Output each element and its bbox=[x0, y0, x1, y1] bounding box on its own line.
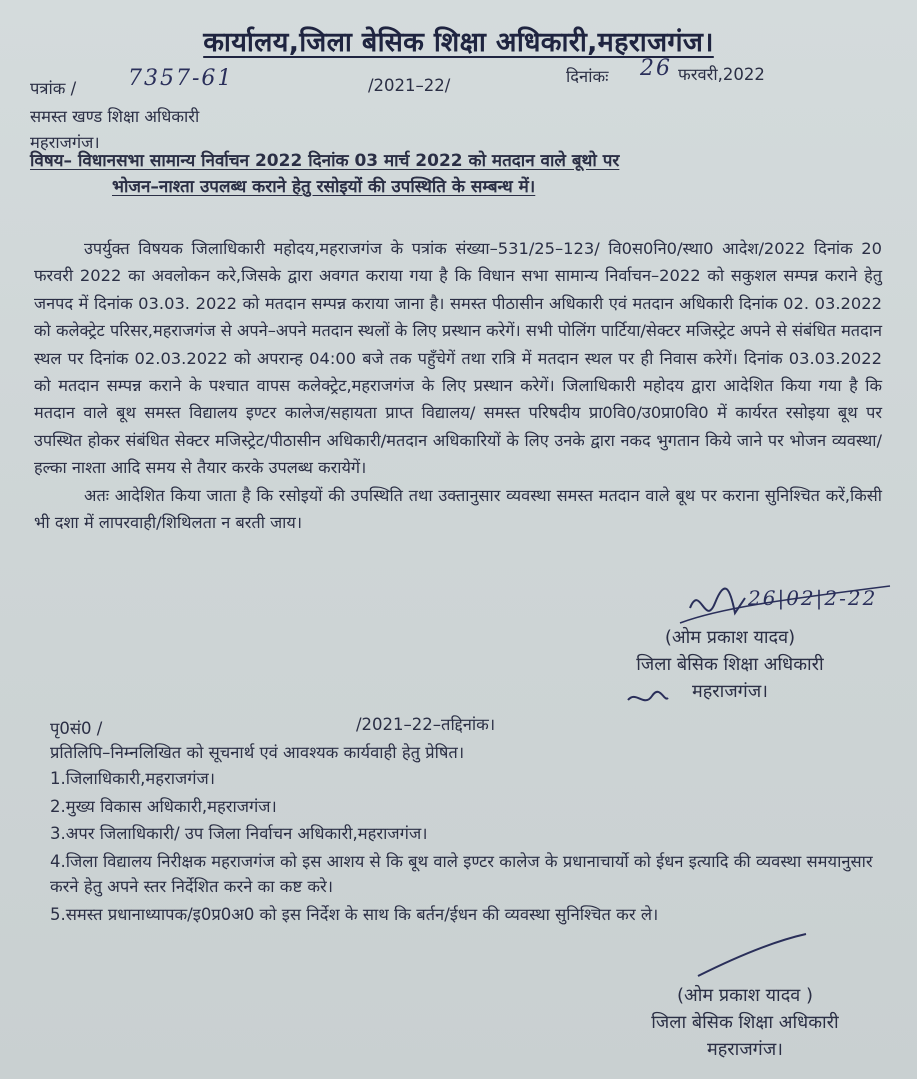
body-text bbox=[34, 235, 882, 536]
ref-number-handwritten: 7357-61 bbox=[128, 66, 234, 91]
footer-signatory-place: महराजगंज। bbox=[706, 1039, 783, 1060]
copy-list-item: 4.जिला विद्यालय निरीक्षक महराजगंज को इस आशय से कि बूथ वाले इण्टर कालेज के प्रधानाचार्यो को ईधन इत्यादि की व्यवस्था समयानुसार करने हेतु अपने स्तर निर्देशित करने का कष्ट करे। bbox=[50, 851, 873, 896]
addressee-line2: महराजगंज। bbox=[30, 133, 100, 152]
date-rest: फरवरी,2022 bbox=[678, 65, 765, 84]
office-title: कार्यालय,जिला बेसिक शिक्षा अधिकारी,महराजगंज। bbox=[203, 27, 714, 58]
copy-list-item: 5.समस्त प्रधानाध्यापक/इ0प्र0अ0 को इस निर्देश के साथ कि बर्तन/ईधन की व्यवस्था सुनिश्चित कर ले। bbox=[50, 904, 659, 924]
footer-signature-scribble bbox=[690, 930, 810, 980]
sign-date-handwritten: 26|02|2-22 bbox=[748, 586, 878, 610]
subject-line1: विषय– विधानसभा सामान्य निर्वाचन 2022 दिनांक 03 मार्च 2022 को मतदान वाले बूथो पर bbox=[30, 151, 620, 171]
copy-ref-label: पृ0सं0 / bbox=[50, 719, 103, 738]
footer-signatory-title: जिला बेसिक शिक्षा अधिकारी bbox=[651, 1012, 839, 1033]
body-paragraph-2: अतः आदेशित किया जाता है कि रसोइयों की उपस्थिति तथा उक्तानुसार व्यवस्था समस्त मतदान वाले बूथ पर कराना सुनिश्चित करें,किसी भी दशा में लापरवाही/शिथिलता न बरती जाय। bbox=[34, 485, 882, 533]
footer-signatory-block bbox=[610, 982, 880, 1063]
copy-list-item: 3.अपर जिलाधिकारी/ उप जिला निर्वाचन अधिकारी,महराजगंज। bbox=[50, 824, 428, 843]
ref-year: /2021–22/ bbox=[368, 76, 451, 95]
footer-signatory-name: (ओम प्रकाश यादव ) bbox=[676, 985, 814, 1006]
body-paragraph-1: उपर्युक्त विषयक जिलाधिकारी महोदय,महराजगंज के पत्रांक संख्या–531/25–123/ वि0स0नि0/स्था0 आदेश/2022 दिनांक 20 फरवरी 2022 का अवलोकन करे,जिसके द्वारा अवगत कराया गया है कि विधान सभा सामान्य निर्वाचन–2022 को सकुशल सम्पन्न कराने हेतु जनपद में दिनांक 03.03. 2022 को मतदान सम्पन्न कराया जाना है। समस्त पीठासीन अधिकारी एवं मतदान अधिकारी दिनांक 02. 03.2022 को कलेक्ट्रेट परिसर,महराजगंज से अपने–अपने मतदान स्थलों के लिए प्रस्थान करेगें। सभी पोलिंग पार्टिया/सेक्टर मजिस्ट्रेट अपने से संबंधित मतदान स्थल पर दिनांक 02.03.2022 को अपरान्ह 04:00 बजे तक पहुँचेगें तथा रात्रि में मतदान स्थल पर ही निवास करेगें। दिनांक 03.03.2022 को मतदान सम्पन्न कराने के पश्चात वापस कलेक्ट्रेट,महराजगंज के लिए प्रस्थान करेगें। जिलाधिकारी महोदय द्वारा आदेशित किया गया है कि मतदान वाले बूथ समस्त विद्यालय इण्टर कालेज/सहायता प्राप्त विद्यालय/ समस्त परिषदीय प्रा0वि0/उ0प्रा0वि0 में कार्यरत रसोइया बूथ पर उपस्थित होकर संबंधित सेक्टर मजिस्ट्रेट/पीठासीन अधिकारी/मतदान अधिकारियों के लिए उनके द्वारा नकद भुगतान किये जाने पर भोजन व्यवस्था/हल्का नाश्ता आदि समय से तैयार करके उपलब्ध करायेगें। bbox=[34, 239, 882, 478]
copy-list-item: 1.जिलाधिकारी,महराजगंज। bbox=[50, 769, 216, 788]
date-day-handwritten: 26 bbox=[640, 56, 672, 81]
copy-ref-date: /2021–22–तद्दिनांक। bbox=[356, 715, 496, 734]
date-label: दिनांकः bbox=[566, 67, 609, 86]
addressee-line1: समस्त खण्ड शिक्षा अधिकारी bbox=[30, 107, 200, 126]
ref-label: पत्रांक / bbox=[30, 79, 77, 98]
initial-scribble bbox=[624, 688, 670, 710]
copy-intro: प्रतिलिपि–निम्नलिखित को सूचनार्थ एवं आवश्यक कार्यवाही हेतु प्रेषित। bbox=[50, 743, 465, 762]
subject-line2: भोजन–नाश्ता उपलब्ध कराने हेतु रसोइयों की उपस्थिति के सम्बन्ध में। bbox=[112, 177, 536, 197]
copy-list-item: 2.मुख्य विकास अधिकारी,महराजगंज। bbox=[50, 796, 277, 816]
signatory-name: (ओम प्रकाश यादव) bbox=[664, 627, 796, 648]
copy-list bbox=[50, 766, 880, 929]
signatory-place: महराजगंज। bbox=[691, 681, 768, 702]
signatory-title: जिला बेसिक शिक्षा अधिकारी bbox=[636, 654, 824, 675]
